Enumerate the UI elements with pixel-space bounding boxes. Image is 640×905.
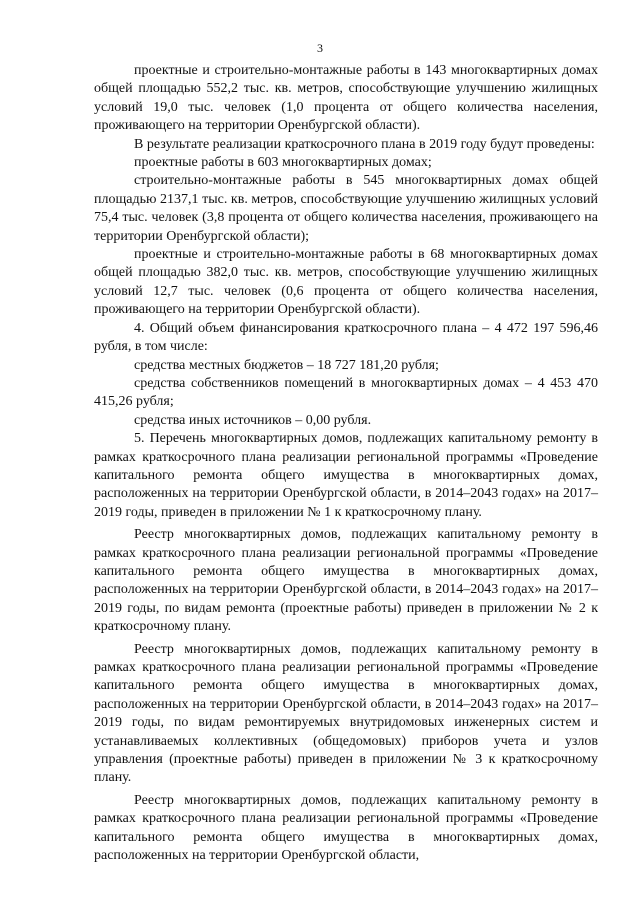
paragraph-local-budgets: средства местных бюджетов – 18 727 181,20 рубля; <box>134 357 439 373</box>
paragraph-other-sources: средства иных источников – 0,00 рубля. <box>134 412 372 428</box>
paragraph-registry-appendix-2: Реестр многоквартирных домов, подлежащих капитальному ремонту в рамках краткосрочного плана реализации региональной программы «Проведение капитального ремонта общего имущества в многоквартирных домах, расположенных на территории Оренбургской области, в 2014–2043 годах» на 2017–2019 годы, по видам ремонта (проектные работы) приведен в приложении № 2 к краткосрочному плану. <box>94 527 598 635</box>
paragraph-registry-continued: Реестр многоквартирных домов, подлежащих капитальному ремонту в рамках краткосрочного плана реализации региональной программы «Проведение капитального ремонта общего имущества в многоквартирных домах, расположенных на территории Оренбургской области, <box>94 792 598 864</box>
paragraph-list-appendix-1: 5. Перечень многоквартирных домов, подлежащих капитальному ремонту в рамках краткосрочного плана реализации региональной программы «Проведение капитального ремонта общего имущества в многоквартирных домах, расположенных на территории Оренбургской области, в 2014–2043 годах» на 2017–2019 годы, приведен в приложении № 1 к краткосрочному плану. <box>94 431 598 520</box>
page-number: 3 <box>317 41 323 55</box>
paragraph-total-financing: 4. Общий объем финансирования краткосрочного плана – 4 472 197 596,46 рубля, в том числе: <box>94 320 598 355</box>
paragraph-results-2019: В результате реализации краткосрочного плана в 2019 году будут проведены: <box>134 136 595 152</box>
paragraph-owners-funds: средства собственников помещений в многоквартирных домах – 4 453 470 415,26 рубля; <box>94 375 598 410</box>
paragraph-works-143: проектные и строительно-монтажные работы в 143 многоквартирных домах общей площадью 552,2 тыс. кв. метров, способствующие улучшению жилищных условий 19,0 тыс. человек (1,0 процента от общего количества населения, проживающего на территории Оренбургской области). <box>94 63 598 134</box>
paragraph-design-603: проектные работы в 603 многоквартирных домах; <box>134 155 432 171</box>
paragraph-construction-545: строительно-монтажные работы в 545 многоквартирных домах общей площадью 2137,1 тыс. кв. метров, способствующие улучшению жилищных условий 75,4 тыс. человек (3,8 процента от общего количества населения, проживающего на территории Оренбургской области); <box>94 173 598 244</box>
paragraph-works-68: проектные и строительно-монтажные работы в 68 многоквартирных домах общей площадью 382,0 тыс. кв. метров, способствующие улучшению жилищных условий 12,7 тыс. человек (0,6 процента от общего количества населения, проживающего на территории Оренбургской области). <box>94 247 598 318</box>
document-body <box>94 62 598 865</box>
paragraph-registry-appendix-3: Реестр многоквартирных домов, подлежащих капитальному ремонту в рамках краткосрочного плана реализации региональной программы «Проведение капитального ремонта общего имущества в многоквартирных домах, расположенных на территории Оренбургской области, в 2014–2043 годах» на 2017–2019 годы, по видам ремонтируемых внутридомовых инженерных систем и устанавливаемых коллективных (общедомовых) приборов учета и узлов управления (проектные работы) приведен в приложении № 3 к краткосрочному плану. <box>94 641 598 786</box>
